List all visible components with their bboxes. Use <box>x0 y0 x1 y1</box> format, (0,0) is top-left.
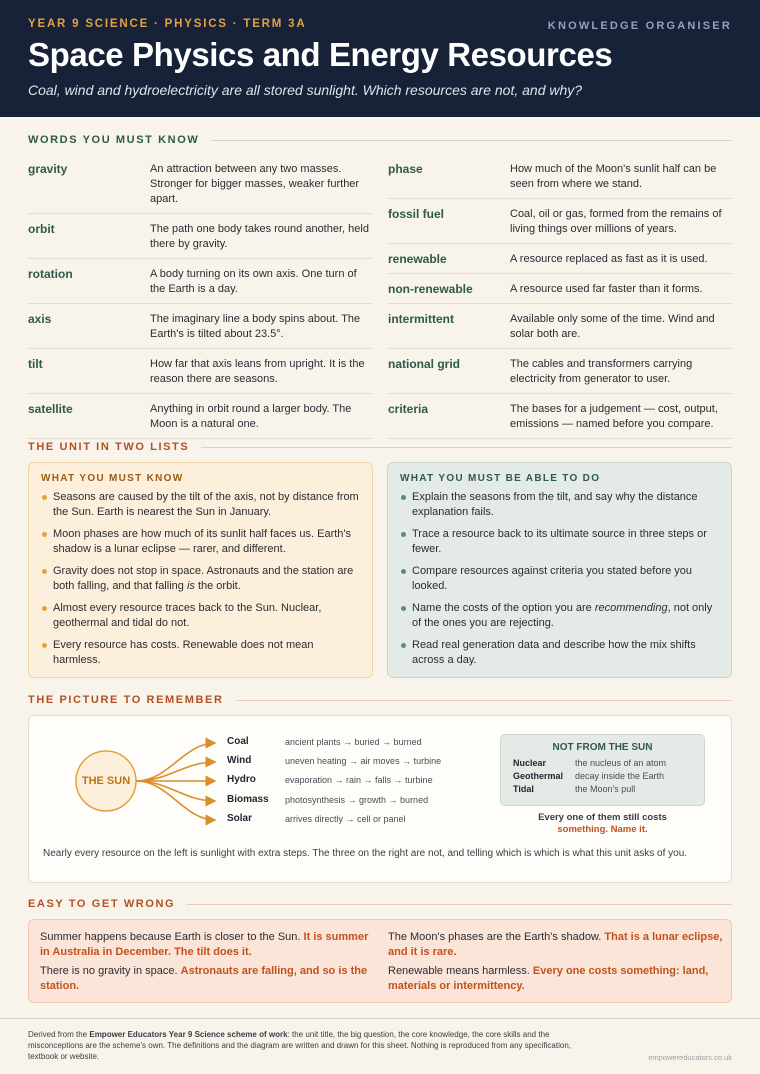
glossary-row <box>388 199 732 244</box>
list-item: Compare resources against criteria you stated before you looked. <box>400 564 719 594</box>
misconception <box>388 930 728 960</box>
glossary-definition: How far that axis leans from upright. It is the reason there are seasons. <box>150 358 365 385</box>
glossary-left-column <box>28 154 372 439</box>
glossary-term: axis <box>28 312 52 326</box>
lists-heading: THE UNIT IN TWO LISTS <box>28 441 732 453</box>
resource-path: arrives directly → cell or panel <box>285 814 406 824</box>
costs-note: Every one of them still costs something. Name it. <box>538 812 667 835</box>
glossary-row <box>28 394 372 439</box>
not-sun-desc: the nucleus of an atom <box>575 758 667 768</box>
resource-name: Solar <box>227 813 253 824</box>
must-know-list <box>41 490 360 668</box>
not-sun-name: Geothermal <box>513 771 564 781</box>
resource-path: photosynthesis → growth → burned <box>285 795 429 805</box>
list-item: Explain the seasons from the tilt, and say why the distance explanation fails. <box>400 490 719 520</box>
page-title: Space Physics and Energy Resources <box>28 36 613 73</box>
diagram-caption: Nearly every resource on the left is sunlight with extra steps. The three on the right are not, and telling which is which is what this unit asks of you. <box>43 848 688 859</box>
glossary-row <box>388 394 732 439</box>
misconception <box>40 930 380 960</box>
glossary-definition: The imaginary line a body spins about. The Earth's is tilted about 23.5°. <box>150 313 361 340</box>
glossary-definition: A resource used far faster than it forms. <box>510 283 703 295</box>
glossary-definition: The bases for a judgement — cost, output, emissions — named before you compare. <box>510 403 718 430</box>
resource-name: Hydro <box>227 774 256 785</box>
glossary-definition: A resource replaced as fast as it is used. <box>510 253 708 265</box>
misconception <box>40 964 380 994</box>
glossary-term: fossil fuel <box>388 207 445 221</box>
glossary-row <box>28 154 372 214</box>
not-sun-desc: the Moon's pull <box>575 784 636 794</box>
glossary-definition: A body turning on its own axis. One turn of the Earth is a day. <box>150 268 357 295</box>
source-note: Derived from the Empower Educators Year 9 Science scheme of work: the unit title, the big question, the core knowledge, the core skills and the misconceptions are the scheme's own. The definitions and the diagram are written and drawn for this sheet. Nothing is reproduced from any specification, textbook or website. <box>28 1030 571 1061</box>
misconception-claim: There is no gravity in space. <box>40 965 178 977</box>
sun-label: THE SUN <box>81 775 131 787</box>
glossary-right-column <box>388 154 732 439</box>
misconception-claim: The Moon's phases are the Earth's shadow. <box>388 931 602 943</box>
glossary-term: non-renewable <box>388 282 473 296</box>
glossary-term: orbit <box>28 222 55 236</box>
glossary-row <box>388 304 732 349</box>
glossary-term: renewable <box>388 252 447 266</box>
misconception-correction: It is summer in Australia in December. The tilt does it. <box>40 931 369 958</box>
glossary-term: criteria <box>388 402 429 416</box>
misconception-claim: Renewable means harmless. <box>388 965 530 977</box>
list-item: Gravity does not stop in space. Astronauts and the station are both falling, and that falling is the orbit. <box>41 564 360 594</box>
glossary-row <box>388 274 732 304</box>
resource-path: uneven heating → air moves → turbine <box>285 756 442 766</box>
misconception-correction: Astronauts are falling, and so is the station. <box>40 965 368 992</box>
not-from-sun-title: NOT FROM THE SUN <box>552 742 653 753</box>
not-sun-row <box>501 770 704 783</box>
glossary-term: phase <box>388 162 423 176</box>
sun-arrow <box>136 743 215 781</box>
site-url: empowereducators.co.uk <box>648 1053 732 1062</box>
must-do-box <box>387 462 732 678</box>
must-know-title: WHAT YOU MUST KNOW <box>41 473 184 484</box>
wrong-heading: EASY TO GET WRONG <box>28 898 732 910</box>
list-item: Moon phases are how much of its sunlit half faces us. Earth's shadow is a lunar eclipse — rarer, and different. <box>41 527 360 557</box>
not-from-sun-box <box>500 734 705 806</box>
not-sun-row <box>501 783 704 796</box>
glossary-term: rotation <box>28 267 73 281</box>
glossary-row <box>28 259 372 304</box>
glossary-definition: The cables and transformers carrying electricity from generator to user. <box>510 358 693 385</box>
glossary-definition: Coal, oil or gas, formed from the remains of living things over millions of years. <box>510 208 722 235</box>
header <box>0 0 760 117</box>
glossary-term: gravity <box>28 162 68 176</box>
glossary-term: tilt <box>28 357 43 371</box>
resource-name: Coal <box>227 736 249 747</box>
must-know-box <box>28 462 373 678</box>
not-sun-row <box>501 757 704 770</box>
not-sun-name: Nuclear <box>513 758 547 768</box>
glossary-term: intermittent <box>388 312 454 326</box>
document-type: KNOWLEDGE ORGANISER <box>547 20 732 32</box>
course-kicker: YEAR 9 SCIENCE · PHYSICS · TERM 3A <box>28 18 307 30</box>
list-item: Almost every resource traces back to the Sun. Nuclear, geothermal and tidal do not. <box>41 601 360 631</box>
not-sun-desc: decay inside the Earth <box>575 771 665 781</box>
sun-arrow <box>136 762 215 781</box>
glossary-row <box>28 349 372 394</box>
glossary-term: national grid <box>388 357 460 371</box>
big-question: Coal, wind and hydroelectricity are all stored sunlight. Which resources are not, and why? <box>28 82 583 98</box>
list-item: Read real generation data and describe how the mix shifts across a day. <box>400 638 719 668</box>
misconception <box>388 964 728 994</box>
list-item: Trace a resource back to its ultimate source in three steps or fewer. <box>400 527 719 557</box>
misconception-correction: Every one costs something: land, materials or intermittency. <box>388 965 709 992</box>
misconception-correction: That is a lunar eclipse, and it is rare. <box>388 931 723 958</box>
must-do-list <box>400 490 719 668</box>
glossary-definition: The path one body takes round another, held there by gravity. <box>150 223 369 250</box>
must-do-title: WHAT YOU MUST BE ABLE TO DO <box>400 473 601 484</box>
sun-arrow <box>136 781 215 801</box>
glossary-row <box>388 154 732 199</box>
list-item: Name the costs of the option you are recommending, not only of the ones you are rejecting. <box>400 601 719 631</box>
glossary-term: satellite <box>28 402 73 416</box>
words-heading: WORDS YOU MUST KNOW <box>28 134 732 146</box>
resource-path: ancient plants → buried → burned <box>285 737 422 747</box>
resource-path: evaporation → rain → falls → turbine <box>285 775 433 785</box>
glossary-row <box>28 304 372 349</box>
glossary-definition: An attraction between any two masses. Stronger for bigger masses, weaker further apart. <box>150 163 360 205</box>
glossary-definition: Anything in orbit round a larger body. The Moon is a natural one. <box>150 403 352 430</box>
resource-name: Biomass <box>227 794 269 805</box>
misconception-claim: Summer happens because Earth is closer to the Sun. <box>40 931 301 943</box>
glossary-row <box>388 244 732 274</box>
glossary-row <box>28 214 372 259</box>
list-item: Every resource has costs. Renewable does not mean harmless. <box>41 638 360 668</box>
glossary-definition: How much of the Moon's sunlit half can be seen from where we stand. <box>510 163 717 190</box>
not-sun-name: Tidal <box>513 784 534 794</box>
footer <box>0 1018 760 1074</box>
resource-name: Wind <box>227 755 252 766</box>
picture-heading: THE PICTURE TO REMEMBER <box>28 694 732 706</box>
energy-diagram <box>28 715 732 883</box>
list-item: Seasons are caused by the tilt of the axis, not by distance from the Sun. Earth is nearest the Sun in January. <box>41 490 360 520</box>
glossary-definition: Available only some of the time. Wind and solar both are. <box>510 313 715 340</box>
misconceptions-box <box>28 919 732 1003</box>
glossary-row <box>388 349 732 394</box>
